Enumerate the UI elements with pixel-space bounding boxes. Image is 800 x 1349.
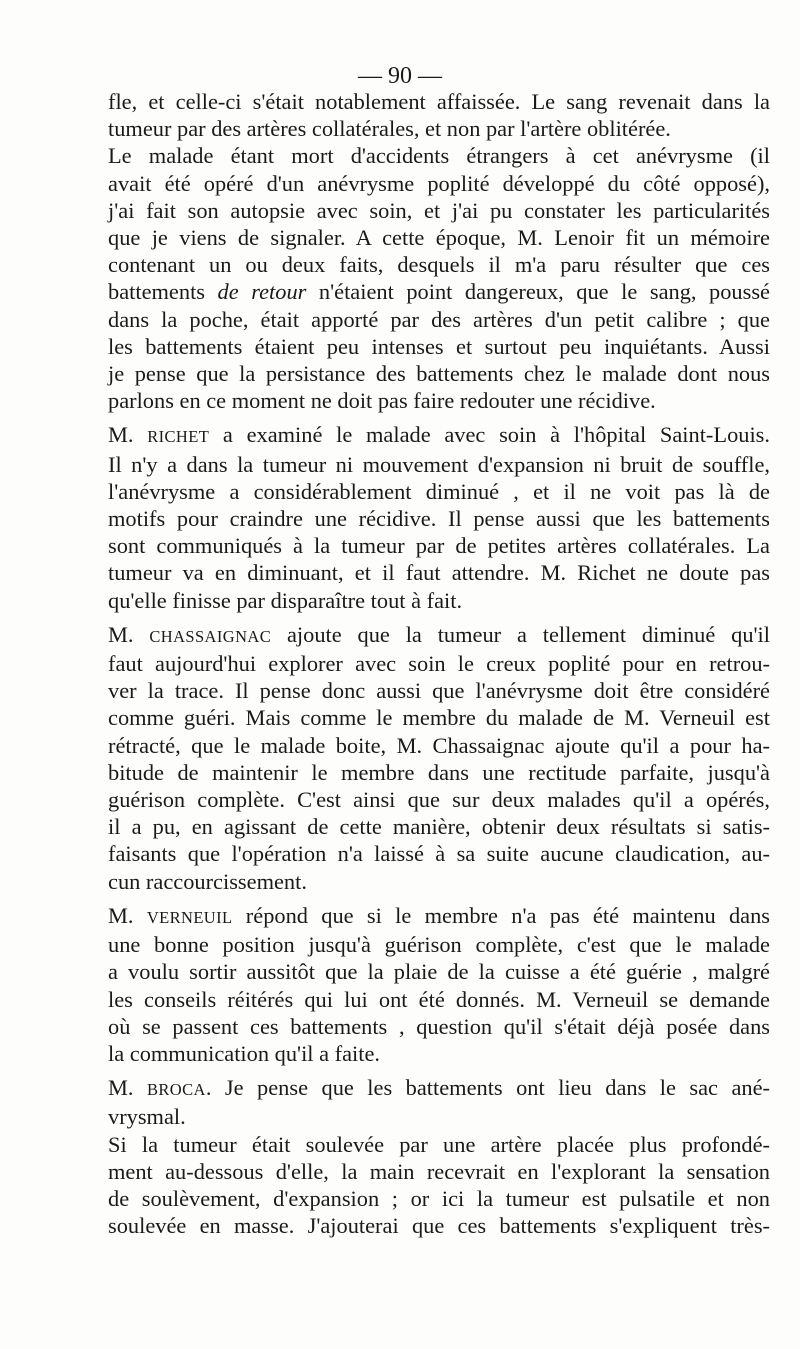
text-line: vrysmal. — [108, 1104, 186, 1130]
text-line: Il n'y a dans la tumeur ni mouvement d'expansion ni bruit de souffle, — [108, 451, 770, 477]
text-line: sont communiqués à la tumeur par de petites artères collatérales. La — [108, 533, 770, 559]
text-line: bitude de maintenir le membre dans une rectitude parfaite, jusqu'à — [108, 759, 770, 785]
text-line: cun raccourcissement. — [108, 868, 307, 894]
text-line: ver la trace. Il pense donc aussi que l'anévrysme doit être considéré — [108, 678, 770, 704]
text-line: soulevée en masse. J'ajouterai que ces battements s'expliquent très- — [108, 1213, 770, 1239]
speaker-line — [108, 1074, 770, 1103]
text-line: avait été opéré d'un anévrysme poplité développé du côté opposé), — [108, 170, 770, 196]
page-number: — 90 — — [358, 63, 442, 89]
text-line: dans la poche, était apporté par des artères d'un petit calibre ; que — [108, 306, 770, 332]
text-run: . Je pense que les battements ont lieu dans le sac ané- — [205, 1075, 770, 1101]
text-line: faut aujourd'hui explorer avec soin le creux poplité pour en retrou- — [108, 651, 770, 677]
text-line: contenant un ou deux faits, desquels il m'a paru résulter que ces — [108, 252, 770, 278]
text-run: battements — [108, 279, 218, 305]
text-line: les battements étaient peu intenses et surtout peu inquiétants. Aussi — [108, 333, 770, 359]
text-line: qu'elle finisse par disparaître tout à fait. — [108, 587, 463, 613]
text-run: ajoute que la tumeur a tellement diminué qu'il — [271, 621, 770, 647]
text-line: rétracté, que le malade boite, M. Chassaignac ajoute qu'il a pour ha- — [108, 732, 770, 758]
text-line: tumeur va en diminuant, et il faut attendre. M. Richet ne doute pas — [108, 560, 770, 586]
speaker-name: CHASSAIGNAC — [149, 626, 272, 646]
text-line: je pense que la persistance des battements chez le malade dont nous — [108, 361, 770, 387]
text-line: Le malade étant mort d'accidents étrangers à cet anévrysme (il — [108, 143, 770, 169]
speaker-name: RICHET — [147, 427, 210, 447]
text-run: M. — [108, 902, 147, 928]
text-line: il a pu, en agissant de cette manière, obtenir deux résultats si satis- — [108, 814, 770, 840]
speaker-name: BROCA — [146, 1080, 206, 1100]
text-line: tumeur par des artères collatérales, et non par l'artère oblitérée. — [108, 116, 671, 142]
text-line: Si la tumeur était soulevée par une artère placée plus profondé- — [108, 1131, 770, 1157]
body-text — [108, 88, 770, 1239]
text-line: guérison complète. C'est ainsi que sur deux malades qu'il a opérés, — [108, 787, 770, 813]
text-line: motifs pour craindre une récidive. Il pense aussi que les battements — [108, 506, 770, 532]
text-run: répond que si le membre n'a pas été maintenu dans — [232, 902, 770, 928]
text-line: de soulèvement, d'expansion ; or ici la tumeur est pulsatile et non — [108, 1185, 770, 1211]
text-line: faisants que l'opération n'a laissé à sa suite aucune claudication, au- — [108, 841, 770, 867]
speaker-line — [108, 621, 770, 650]
text-line: l'anévrysme a considérablement diminué , et il ne voit pas là de — [108, 478, 770, 504]
text-run: a examiné le malade avec soin à l'hôpital Saint-Louis. — [209, 422, 770, 448]
text-line: comme guéri. Mais comme le membre du malade de M. Verneuil est — [108, 705, 770, 731]
italic-phrase: de retour — [217, 279, 307, 305]
text-line: j'ai fait son autopsie avec soin, et j'ai pu constater les particularités — [108, 197, 770, 223]
text-line: la communication qu'il a faite. — [108, 1040, 381, 1066]
text-line: ment au-dessous d'elle, la main recevrait en l'explorant la sensation — [108, 1158, 770, 1184]
text-run: M. — [108, 1075, 147, 1101]
text-run: M. — [108, 621, 150, 647]
text-line: les conseils réitérés qui lui ont été donnés. M. Verneuil se demande — [108, 986, 770, 1012]
speaker-line — [108, 421, 770, 450]
text-line: que je viens de signaler. A cette époque, M. Lenoir fit un mémoire — [108, 225, 770, 251]
text-line: où se passent ces battements , question qu'il s'était déjà posée dans — [108, 1013, 770, 1039]
text-run: M. — [108, 422, 148, 448]
text-line: parlons en ce moment ne doit pas faire redouter une récidive. — [108, 388, 656, 414]
text-run: n'étaient point dangereux, que le sang, poussé — [306, 279, 770, 305]
text-line — [108, 278, 770, 305]
speaker-name: VERNEUIL — [146, 907, 233, 927]
text-line: une bonne position jusqu'à guérison complète, c'est que le malade — [108, 932, 770, 958]
speaker-line — [108, 902, 770, 931]
text-line: fle, et celle-ci s'était notablement affaissée. Le sang revenait dans la — [108, 89, 770, 114]
text-line: a voulu sortir aussitôt que la plaie de la cuisse a été guérie , malgré — [108, 959, 770, 985]
